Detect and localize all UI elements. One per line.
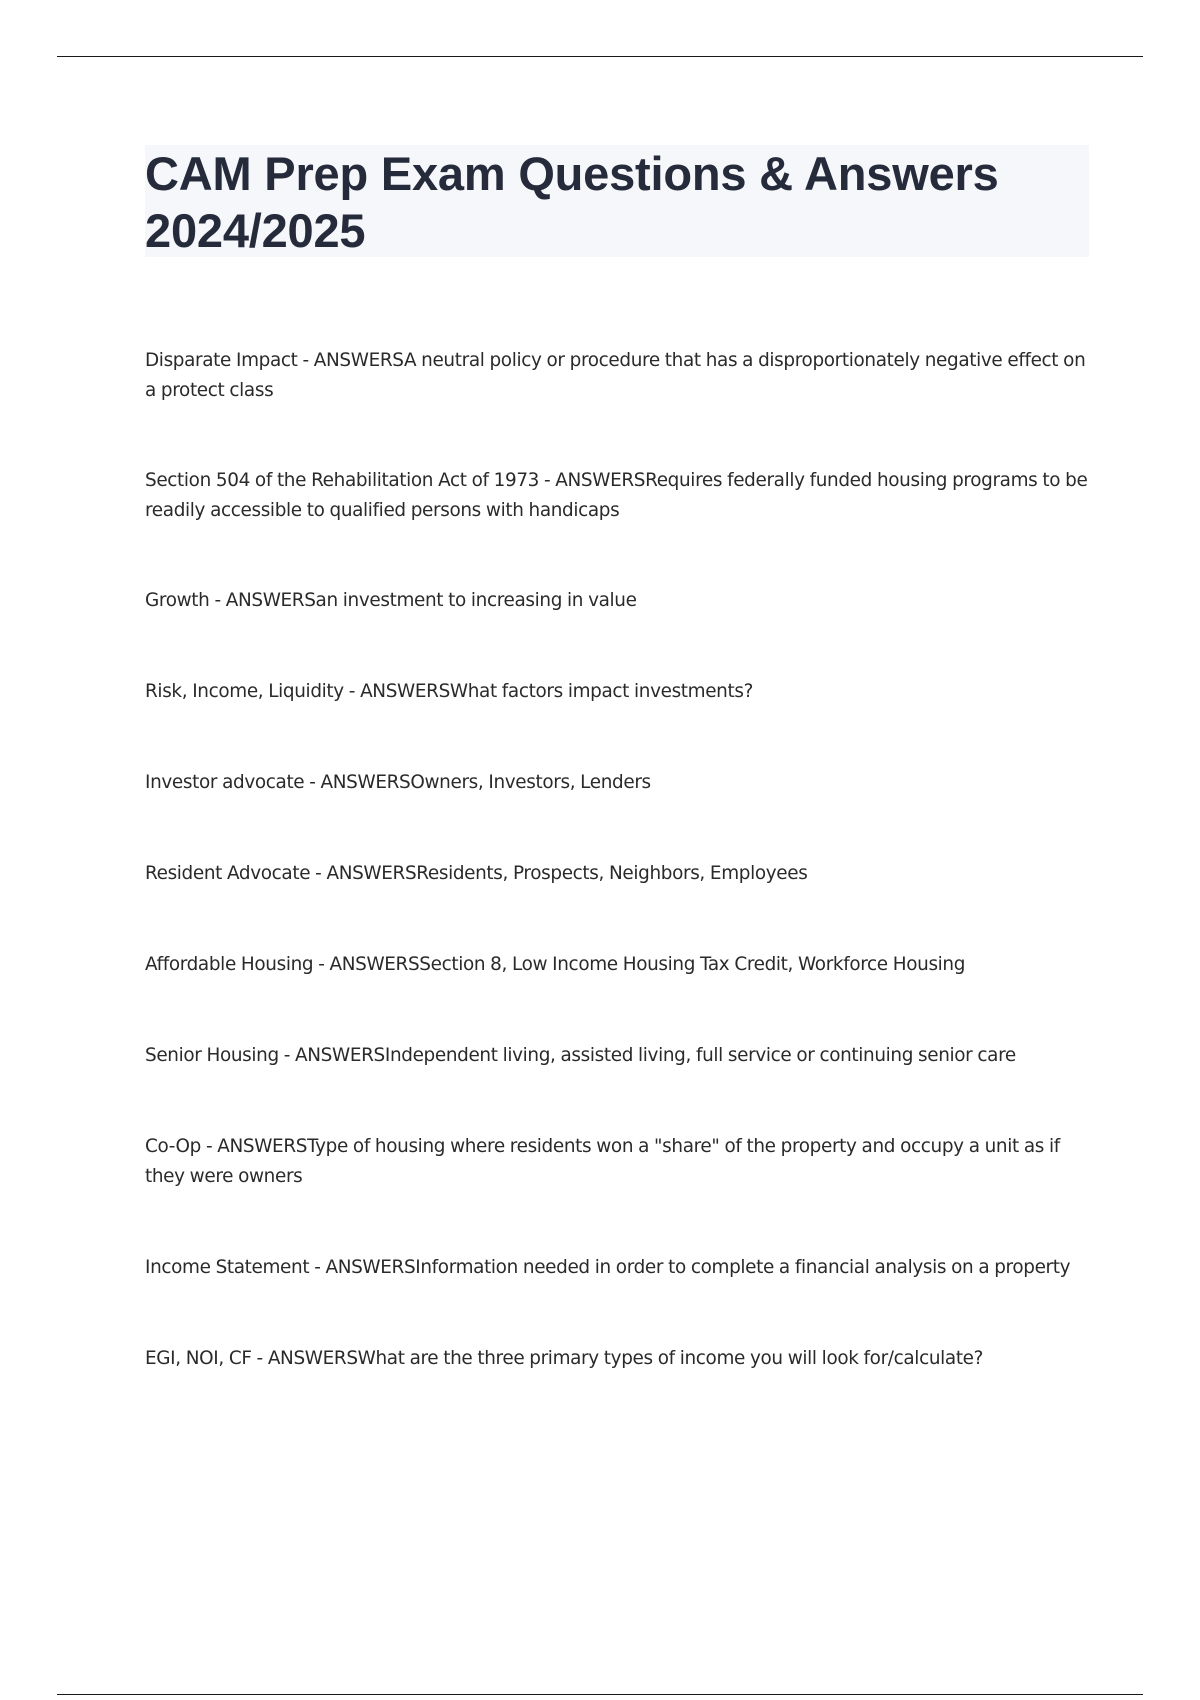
page-title: CAM Prep Exam Questions & Answers 2024/2025 <box>145 147 999 257</box>
qa-item: Co-Op - ANSWERSType of housing where residents won a "share" of the property and occupy a unit as if they were owners <box>145 1136 1060 1187</box>
qa-item: Risk, Income, Liquidity - ANSWERSWhat factors impact investments? <box>145 681 753 702</box>
qa-item: Senior Housing - ANSWERSIndependent living, assisted living, full service or continuing senior care <box>145 1045 1016 1066</box>
qa-item: Affordable Housing - ANSWERSSection 8, Low Income Housing Tax Credit, Workforce Housing <box>145 954 966 975</box>
qa-item: Resident Advocate - ANSWERSResidents, Prospects, Neighbors, Employees <box>145 863 808 884</box>
qa-item: Section 504 of the Rehabilitation Act of 1973 - ANSWERSRequires federally funded housing programs to be readily accessible to qualified persons with handicaps <box>145 470 1088 521</box>
qa-item: EGI, NOI, CF - ANSWERSWhat are the three primary types of income you will look for/calculate? <box>145 1348 984 1369</box>
qa-item: Disparate Impact - ANSWERSA neutral policy or procedure that has a disproportionately negative effect on a protect class <box>145 350 1086 401</box>
qa-item: Investor advocate - ANSWERSOwners, Investors, Lenders <box>145 772 651 793</box>
qa-item: Income Statement - ANSWERSInformation needed in order to complete a financial analysis on a property <box>145 1257 1071 1278</box>
qa-item: Growth - ANSWERSan investment to increasing in value <box>145 590 637 611</box>
title-banner <box>145 145 1089 257</box>
bottom-divider <box>57 1694 1143 1695</box>
top-divider <box>57 56 1143 57</box>
